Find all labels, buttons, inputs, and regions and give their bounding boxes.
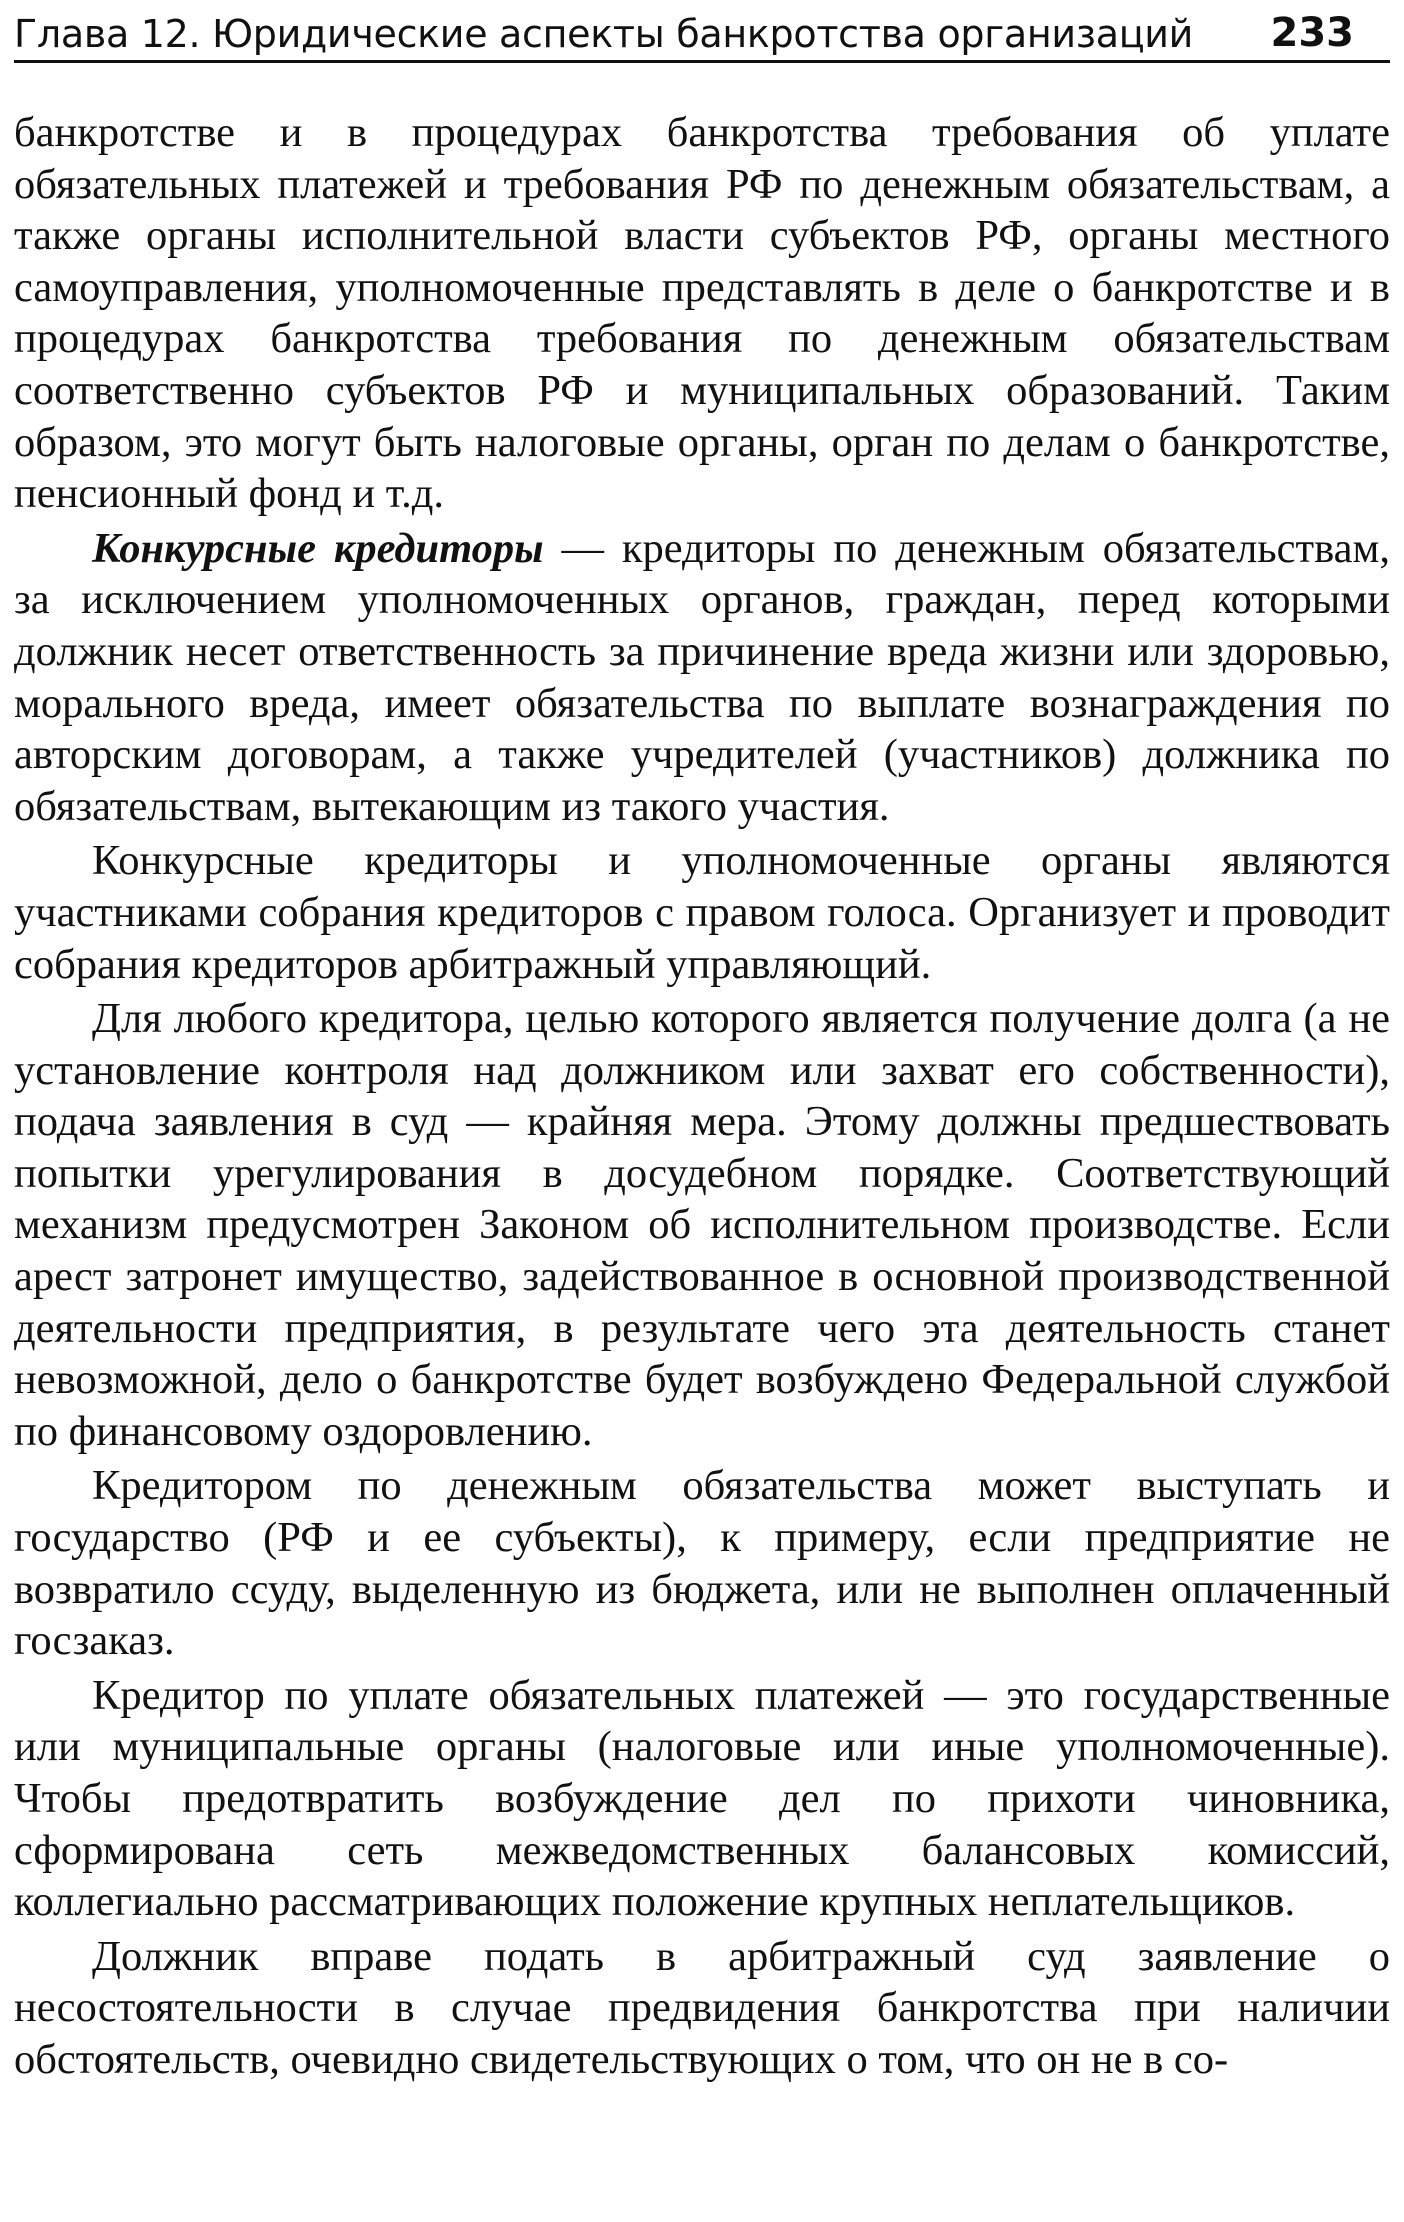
- paragraph-1: банкротстве и в процедурах банкротства требования об уплате обязательных платежей и требования РФ по денежным обязательствам, а также органы исполнительной власти субъектов РФ, органы местного самоуправления, уполномоченные представлять в деле о банкротстве и в процедурах банкротства требования по денежным обязательствам соответственно субъектов РФ и муниципальных образований. Таким образом, это могут быть налоговые органы, орган по делам о банкротстве, пенсионный фонд и т.д.: [14, 109, 1390, 518]
- paragraph-5: Кредитором по денежным обязательства может выступать и государство (РФ и ее субъекты), к примеру, если предприятие не возвратило ссуду, выделенную из бюджета, или не выполнен оплаченный госзаказ.: [14, 1462, 1390, 1665]
- paragraph-2-text: — кредиторы по денежным обязательствам, за исключением уполномоченных органов, граждан, перед которыми должник несет ответственность за причинение вреда жизни или здоровью, морального вреда, имеет обязательства по выплате вознаграждения по авторским договорам, а также учредителей (участников) должника по обязательствам, вытекающим из такого участия.: [14, 524, 1390, 830]
- paragraph-3: Конкурсные кредиторы и уполномоченные органы являются участниками собрания кредиторов с правом голоса. Организует и проводит собрания кредиторов арбитражный управляющий.: [14, 837, 1390, 988]
- paragraph-6: Кредитор по уплате обязательных платежей — это государственные или муниципальные органы (налоговые или иные уполномоченные). Чтобы предотвратить возбуждение дел по прихоти чиновника, сформирована сеть межведомственных балансовых комиссий, коллегиально рассматривающих положение крупных неплательщиков.: [14, 1671, 1390, 1926]
- paragraph-4: Для любого кредитора, целью которого является получение долга (а не установление контроля над должником или захват его собственности), подача заявления в суд — крайняя мера. Этому должны предшествовать попытки урегулирования в досудебном порядке. Соответствующий механизм предусмотрен Законом об исполнительном производстве. Если арест затронет имущество, задействованное в основной производственной деятельности предприятия, в результате чего эта деятельность станет невозможной, дело о банкротстве будет возбуждено Федеральной службой по финансовому оздоровлению.: [14, 995, 1390, 1455]
- paragraph-2: [14, 523, 1390, 833]
- term-competitive-creditors: Конкурсные кредиторы: [92, 524, 544, 572]
- chapter-title: Глава 12. Юридические аспекты банкротства организаций: [14, 12, 1194, 56]
- paragraph-7: Должник вправе подать в арбитражный суд заявление о несостоятельности в случае предвидения банкротства при наличии обстоятельств, очевидно свидетельствующих о том, что он не в со-: [14, 1932, 1390, 2083]
- page-number: 233: [1270, 10, 1354, 56]
- running-header: [14, 0, 1390, 63]
- body-text: [14, 107, 1390, 2086]
